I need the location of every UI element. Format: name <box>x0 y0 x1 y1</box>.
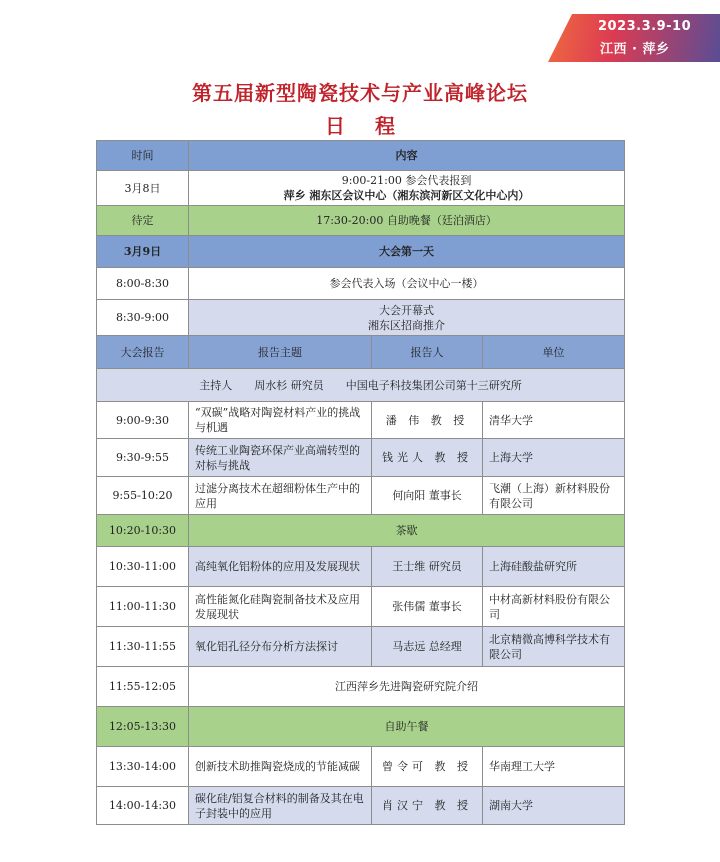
institute-row <box>97 667 625 707</box>
talk-time: 9:55-10:20 <box>97 477 189 515</box>
talk-topic: “双碳”战略对陶瓷材料产业的挑战与机遇 <box>189 402 372 439</box>
talk-org: 中材高新材料股份有限公司 <box>483 587 625 627</box>
lunch-row <box>97 707 625 747</box>
talk-topic: 过滤分离技术在超细粉体生产中的应用 <box>189 477 372 515</box>
opening-time: 8:30-9:00 <box>97 300 189 336</box>
column-org: 单位 <box>483 336 625 369</box>
talk-topic: 高性能氮化硅陶瓷制备技术及应用发展现状 <box>189 587 372 627</box>
talk-time: 10:30-11:00 <box>97 547 189 587</box>
header-time: 时间 <box>97 141 189 171</box>
talk-org: 北京精微高博科学技术有限公司 <box>483 627 625 667</box>
event-date: 2023.3.9-10 <box>598 19 692 34</box>
mar8-row <box>97 171 625 206</box>
opening-row <box>97 300 625 336</box>
talk-time: 9:00-9:30 <box>97 402 189 439</box>
talk-org: 清华大学 <box>483 402 625 439</box>
talk-speaker: 肖汉宁 教 授 <box>372 787 483 825</box>
tea-content: 茶歇 <box>189 515 625 547</box>
opening-content <box>189 300 625 336</box>
mar9-content: 大会第一天 <box>189 236 625 268</box>
talk-speaker: 马志远 总经理 <box>372 627 483 667</box>
talk-speaker: 王士维 研究员 <box>372 547 483 587</box>
mar8-date: 3月8日 <box>97 171 189 206</box>
talk-time: 14:00-14:30 <box>97 787 189 825</box>
opening-line2: 湘东区招商推介 <box>368 318 446 332</box>
lunch-time: 12:05-13:30 <box>97 707 189 747</box>
talk-row <box>97 587 625 627</box>
lunch-content: 自助午餐 <box>189 707 625 747</box>
talk-topic: 创新技术助推陶瓷烧成的节能减碳 <box>189 747 372 787</box>
dinner-time: 待定 <box>97 206 189 236</box>
schedule-table <box>96 140 625 825</box>
talk-speaker: 曾令可 教 授 <box>372 747 483 787</box>
page-subtitle: 日程 <box>325 114 425 138</box>
talk-row <box>97 477 625 515</box>
talk-topic: 氧化铝孔径分布分析方法探讨 <box>189 627 372 667</box>
talk-speaker: 张伟儒 董事长 <box>372 587 483 627</box>
talk-row <box>97 627 625 667</box>
talk-row <box>97 402 625 439</box>
entry-row <box>97 268 625 300</box>
talk-speaker: 潘 伟 教 授 <box>372 402 483 439</box>
column-speaker: 报告人 <box>372 336 483 369</box>
entry-content: 参会代表入场（会议中心一楼） <box>189 268 625 300</box>
tea-time: 10:20-10:30 <box>97 515 189 547</box>
talk-row <box>97 439 625 477</box>
columns-row <box>97 336 625 369</box>
institute-time: 11:55-12:05 <box>97 667 189 707</box>
talk-org: 上海硅酸盐研究所 <box>483 547 625 587</box>
entry-time: 8:00-8:30 <box>97 268 189 300</box>
column-session: 大会报告 <box>97 336 189 369</box>
talk-org: 湖南大学 <box>483 787 625 825</box>
talk-time: 9:30-9:55 <box>97 439 189 477</box>
talk-row <box>97 747 625 787</box>
host-content: 主持人 周水杉 研究员 中国电子科技集团公司第十三研究所 <box>97 369 625 402</box>
talk-topic: 高纯氧化铝粉体的应用及发展现状 <box>189 547 372 587</box>
dinner-content: 17:30-20:00 自助晚餐（廷泊酒店） <box>189 206 625 236</box>
talk-org: 飞潮（上海）新材料股份有限公司 <box>483 477 625 515</box>
mar9-row <box>97 236 625 268</box>
talk-row <box>97 547 625 587</box>
header-content: 内容 <box>189 141 625 171</box>
dinner-row <box>97 206 625 236</box>
talk-topic: 传统工业陶瓷环保产业高端转型的对标与挑战 <box>189 439 372 477</box>
talk-time: 11:00-11:30 <box>97 587 189 627</box>
mar9-date: 3月9日 <box>97 236 189 268</box>
talk-speaker: 何向阳 董事长 <box>372 477 483 515</box>
header-row <box>97 141 625 171</box>
host-row <box>97 369 625 402</box>
institute-content: 江西萍乡先进陶瓷研究院介绍 <box>189 667 625 707</box>
opening-line1: 大会开幕式 <box>379 303 435 317</box>
talk-org: 华南理工大学 <box>483 747 625 787</box>
mar8-line2: 萍乡 湘东区会议中心（湘东滨河新区文化中心内） <box>283 189 530 202</box>
mar8-line1: 9:00-21:00 参会代表报到 <box>341 174 472 187</box>
column-topic: 报告主题 <box>189 336 372 369</box>
event-place: 江西 · 萍乡 <box>600 42 670 57</box>
talk-org: 上海大学 <box>483 439 625 477</box>
talk-topic: 碳化硅/铝复合材料的制备及其在电子封装中的应用 <box>189 787 372 825</box>
mar8-content <box>189 171 625 206</box>
tea-row <box>97 515 625 547</box>
talk-speaker: 钱光人 教 授 <box>372 439 483 477</box>
talk-row <box>97 787 625 825</box>
talk-time: 13:30-14:00 <box>97 747 189 787</box>
talk-time: 11:30-11:55 <box>97 627 189 667</box>
page-title: 第五届新型陶瓷技术与产业高峰论坛 <box>192 81 528 105</box>
